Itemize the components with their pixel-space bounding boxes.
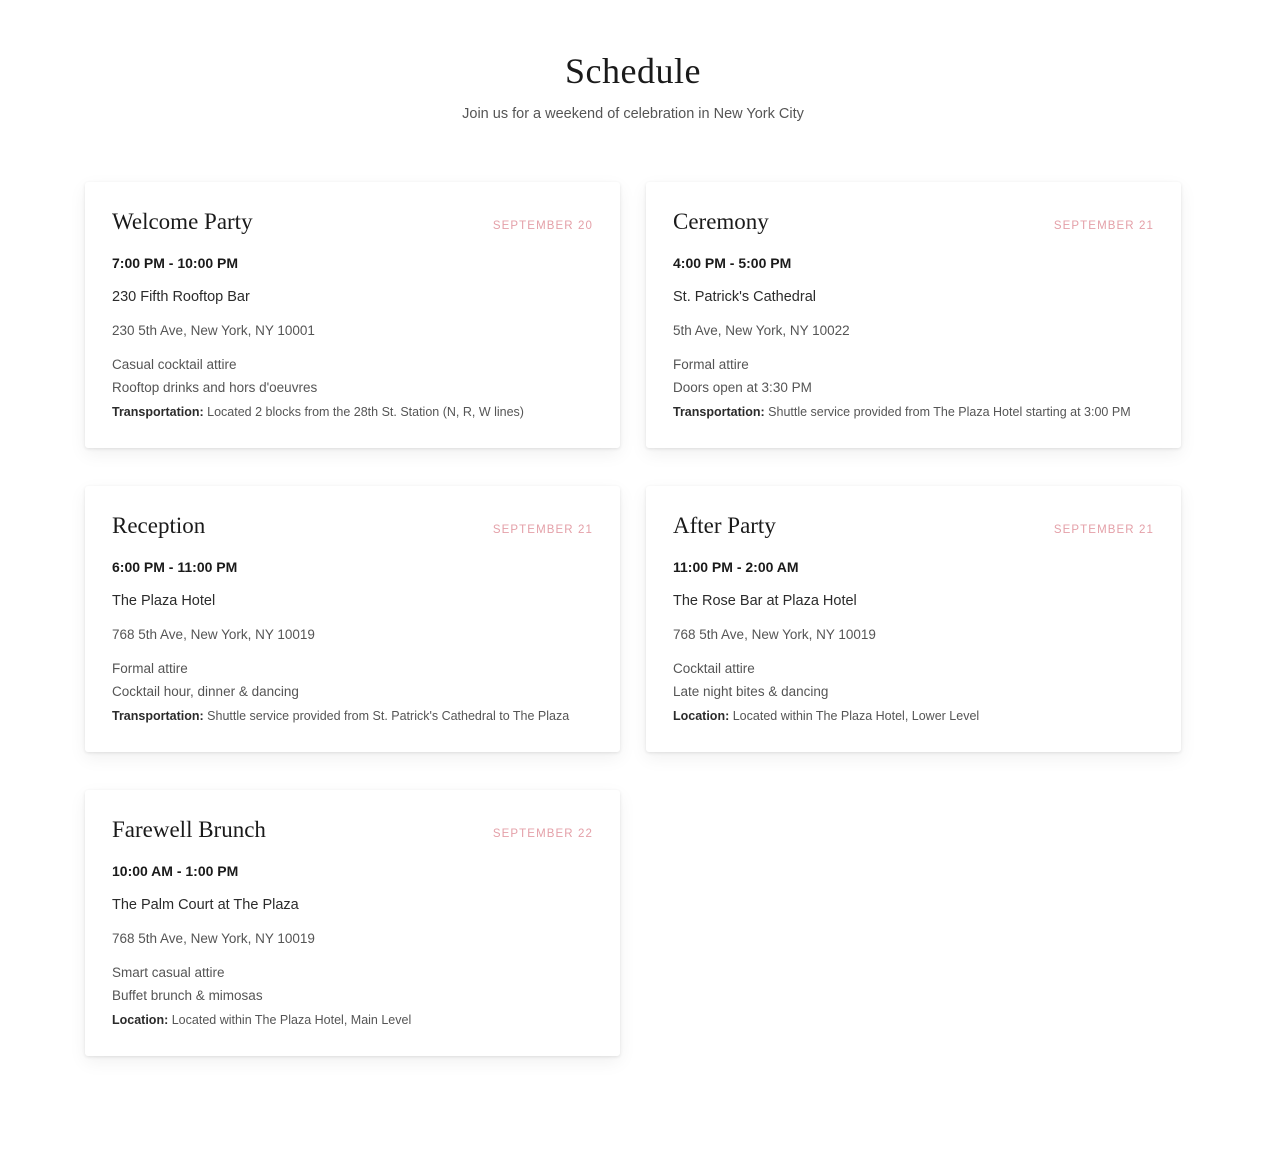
event-venue: The Palm Court at The Plaza — [112, 897, 299, 914]
event-attire: Cocktail attire — [673, 661, 755, 677]
event-note-label: Transportation: — [112, 709, 204, 724]
event-title: Reception — [112, 512, 206, 538]
schedule-grid — [85, 182, 1181, 1056]
event-time: 7:00 PM - 10:00 PM — [112, 255, 239, 272]
event-note — [112, 404, 593, 422]
event-note-text: Located 2 blocks from the 28th St. Station (N, R, W lines) — [207, 405, 524, 420]
event-detail: Rooftop drinks and hors d'oeuvres — [112, 380, 318, 396]
event-address: 230 5th Ave, New York, NY 10001 — [112, 323, 315, 339]
event-date: SEPTEMBER 20 — [492, 219, 593, 232]
event-address: 768 5th Ave, New York, NY 10019 — [112, 627, 315, 643]
event-time: 11:00 PM - 2:00 AM — [673, 559, 799, 576]
event-venue: The Plaza Hotel — [112, 593, 216, 610]
event-venue: St. Patrick's Cathedral — [673, 289, 816, 306]
event-attire: Casual cocktail attire — [112, 357, 237, 373]
event-card-reception[interactable] — [85, 486, 620, 752]
event-note — [112, 708, 593, 726]
event-card-header — [112, 208, 593, 236]
event-attire: Smart casual attire — [112, 965, 225, 981]
event-venue: 230 Fifth Rooftop Bar — [112, 289, 250, 306]
event-title: After Party — [673, 512, 776, 538]
event-venue: The Rose Bar at Plaza Hotel — [673, 593, 857, 610]
event-date: SEPTEMBER 21 — [1053, 523, 1154, 536]
event-title: Welcome Party — [112, 208, 253, 234]
event-address: 768 5th Ave, New York, NY 10019 — [673, 627, 876, 643]
page-title: Schedule — [565, 51, 701, 91]
event-note-text: Shuttle service provided from St. Patrick's Cathedral to The Plaza — [207, 709, 570, 724]
event-note-text: Shuttle service provided from The Plaza Hotel starting at 3:00 PM — [768, 405, 1131, 420]
event-card-farewell-brunch[interactable] — [85, 790, 620, 1056]
event-card-welcome-party[interactable] — [85, 182, 620, 448]
event-title: Farewell Brunch — [112, 816, 266, 842]
page-subtitle: Join us for a weekend of celebration in New York City — [462, 105, 804, 122]
event-card-header — [673, 208, 1154, 236]
event-detail: Buffet brunch & mimosas — [112, 988, 263, 1004]
event-address: 5th Ave, New York, NY 10022 — [673, 323, 850, 339]
event-detail: Late night bites & dancing — [673, 684, 829, 700]
event-date: SEPTEMBER 21 — [492, 523, 593, 536]
event-detail: Doors open at 3:30 PM — [673, 380, 812, 396]
event-card-header — [112, 816, 593, 844]
event-note-label: Location: — [673, 709, 730, 724]
event-note — [112, 1012, 593, 1030]
event-note — [673, 708, 1154, 726]
event-attire: Formal attire — [112, 661, 188, 677]
event-date: SEPTEMBER 22 — [492, 827, 593, 840]
event-card-ceremony[interactable] — [646, 182, 1181, 448]
event-title: Ceremony — [673, 208, 769, 234]
event-time: 4:00 PM - 5:00 PM — [673, 255, 792, 272]
event-date: SEPTEMBER 21 — [1053, 219, 1154, 232]
event-attire: Formal attire — [673, 357, 749, 373]
event-note-label: Location: — [112, 1013, 169, 1028]
event-note-text: Located within The Plaza Hotel, Lower Level — [732, 709, 980, 724]
event-card-header — [112, 512, 593, 540]
event-address: 768 5th Ave, New York, NY 10019 — [112, 931, 315, 947]
page-header — [0, 0, 1266, 122]
event-card-after-party[interactable] — [646, 486, 1181, 752]
event-detail: Cocktail hour, dinner & dancing — [112, 684, 299, 700]
event-time: 10:00 AM - 1:00 PM — [112, 863, 239, 880]
event-note — [673, 404, 1154, 422]
event-note-label: Transportation: — [673, 405, 765, 420]
event-time: 6:00 PM - 11:00 PM — [112, 559, 238, 576]
event-card-header — [673, 512, 1154, 540]
event-note-text: Located within The Plaza Hotel, Main Level — [171, 1013, 412, 1028]
event-note-label: Transportation: — [112, 405, 204, 420]
